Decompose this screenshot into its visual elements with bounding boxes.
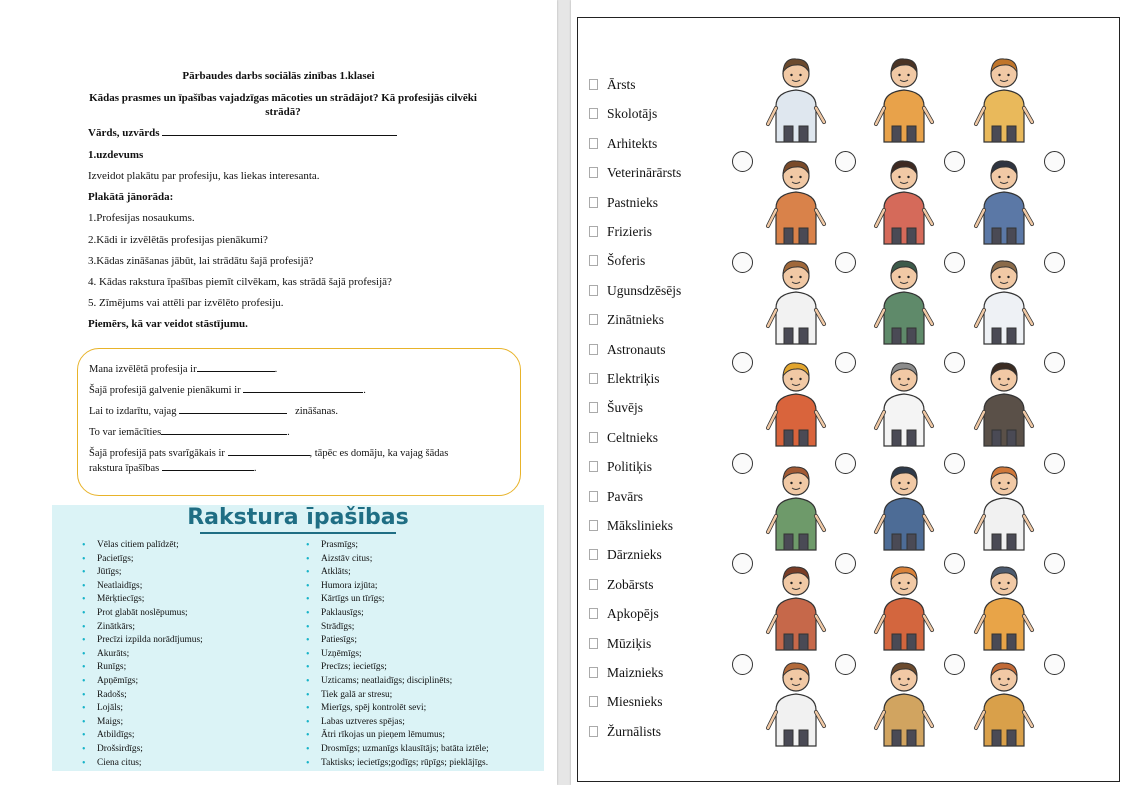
tv-illustration [862,250,946,346]
story-line [89,383,366,396]
trait-text: Taktisks; iecietīgs;godīgs; rūpīgs; pieklājīgs. [321,757,489,768]
trait-item [82,648,203,662]
trait-item [306,661,489,675]
profession-item[interactable] [589,694,663,714]
story-text: . [363,385,366,396]
bullet-icon: • [82,540,86,551]
trait-item [82,743,203,757]
teacher-illustration [862,48,946,144]
bullet-icon: • [306,716,310,728]
blank-field[interactable] [197,362,275,372]
profession-label: Mūziķis [607,635,652,651]
trait-text: Precīzi izpilda norādījumus; [97,635,203,646]
trait-item [82,539,203,553]
checkbox-icon[interactable] [589,285,598,296]
trait-item [82,661,203,675]
journalist-illustration [962,652,1046,748]
checkbox-icon[interactable] [589,79,598,90]
trait-item [306,607,489,621]
worksheet-page [0,0,557,785]
profession-label: Zinātnieks [607,312,664,328]
trait-item [306,702,489,716]
professions-page [571,0,1125,785]
bullet-icon: • [82,662,86,674]
checkbox-icon[interactable] [589,608,598,619]
blank-field[interactable] [162,461,254,471]
page-subtitle: Kādas prasmes un īpašības vajadzīgas mācoties un strādājot? Kā profesijās cilvēki strādā? [89,92,477,118]
trait-item [82,553,203,567]
trait-item [82,702,203,716]
trait-text: Ātri rīkojas un pieņem lēmumus; [321,730,445,741]
bullet-icon: • [82,743,86,755]
checkbox-icon[interactable] [589,255,598,266]
bullet-icon: • [306,567,310,579]
answer-circle[interactable] [835,151,856,172]
trait-text: Prot glabāt noslēpumus; [97,607,188,618]
bullet-icon: • [82,703,86,715]
bullet-icon: • [306,621,310,633]
profession-label: Šuvējs [607,400,644,416]
trait-text: Precīzs; iecietīgs; [321,662,387,673]
checkbox-icon[interactable] [589,167,598,178]
traits-list-left [82,539,203,770]
trait-item [306,539,489,553]
trait-text: Atbildīgs; [97,730,135,741]
trait-item [82,757,203,771]
traits-list-right [306,539,489,770]
checkbox-icon[interactable] [589,461,598,472]
trait-text: Tiek galā ar stresu; [321,689,393,700]
cook-illustration [962,456,1046,552]
butcher-illustration [862,652,946,748]
checkbox-icon[interactable] [589,226,598,237]
story-text: . [274,364,278,375]
answer-circle[interactable] [835,654,856,675]
checkbox-icon[interactable] [589,402,598,413]
florist-illustration [754,556,838,652]
trait-item [82,675,203,689]
trait-text: Mierīgs, spēj kontrolēt sevi; [321,703,427,714]
trait-text: Aizstāv citus; [321,553,373,564]
trait-text: Kārtīgs un tīrīgs; [321,594,385,605]
profession-label: Frizieris [607,224,652,239]
answer-circle[interactable] [1044,252,1065,273]
trait-item [306,729,489,743]
profession-item[interactable] [589,606,659,626]
profession-label: Ugunsdzēsējs [607,282,682,298]
trait-text: Pacietīgs; [97,553,134,564]
trait-item [82,716,203,730]
profession-label: Celtnieks [607,429,658,445]
trait-item [306,689,489,703]
profession-label: Mākslinieks [607,518,673,533]
blank-field[interactable] [243,383,363,393]
question-item: 5. Zīmējums vai attēli par izvēlēto profesiju. [88,297,284,309]
trait-text: Prasmīgs; [321,540,358,550]
trait-text: Mērķtiecīgs; [97,594,145,605]
bullet-icon: • [82,553,86,565]
checkbox-icon[interactable] [589,197,598,208]
trait-item [306,621,489,635]
drummer-illustration [862,556,946,652]
question-item: 2.Kādi ir izvēlētās profesijas pienākumi? [88,234,268,246]
bullet-icon: • [82,567,86,579]
profession-item[interactable] [589,224,652,244]
profession-item[interactable] [589,400,643,420]
trait-text: Humora izjūta; [321,580,378,591]
trait-text: Uzticams; neatlaidīgs; disciplinēts; [321,675,453,686]
task-heading: 1.uzdevums [88,149,144,161]
checkbox-icon[interactable] [589,579,598,590]
bullet-icon: • [306,607,310,619]
story-text: Šajā profesijā pats svarīgākais ir [89,448,228,459]
profession-label: Arhitekts [607,135,658,151]
bullet-icon: • [306,580,310,592]
trait-text: Labas uztveres spējas; [321,716,405,727]
bullet-icon: • [82,635,86,647]
trait-text: Akurāts; [97,648,130,659]
answer-circle[interactable] [835,453,856,474]
answer-circle[interactable] [1044,453,1065,474]
checkbox-icon[interactable] [589,638,598,649]
story-text: To var iemācīties [89,427,162,438]
bullet-icon: • [82,594,86,606]
trait-item [306,675,489,689]
profession-item[interactable] [589,253,645,273]
blank-field[interactable] [161,425,287,435]
profession-item[interactable] [589,342,666,362]
chef-lab-illustration [862,352,946,448]
story-text: . [287,427,290,438]
profession-item[interactable] [589,371,660,391]
blank-field[interactable] [228,446,310,456]
bullet-icon: • [306,689,310,701]
checkbox-icon[interactable] [589,667,598,678]
profession-label: Šoferis [607,253,646,269]
trait-text: Runīgs; [97,662,127,673]
trait-item [306,593,489,607]
checkbox-icon[interactable] [589,373,598,384]
trait-item [82,634,203,648]
vet-illustration [862,150,946,246]
story-template-box [77,348,521,496]
page-title: Pārbaudes darbs sociālās zinības 1.klasei [182,70,375,82]
profession-label: Pastnieks [607,194,659,210]
checkbox-icon[interactable] [589,491,598,502]
checkbox-icon[interactable] [589,696,598,707]
trait-text: Atklāts; [321,567,351,578]
firefighter-illustration [754,352,838,448]
bullet-icon: • [82,689,86,701]
profession-item[interactable] [589,518,673,538]
answer-circle[interactable] [1044,654,1065,675]
profession-item[interactable] [589,665,663,685]
checkbox-icon[interactable] [589,432,598,443]
profession-item[interactable] [589,283,681,303]
story-line [89,461,257,474]
profession-item[interactable] [589,547,662,567]
bullet-icon: • [306,703,310,715]
baker-illustration [754,652,838,748]
profession-label: Žurnālists [607,723,661,739]
trait-text: Drosmīgs; uzmanīgs klausītājs; batāta iztēle; [321,743,489,754]
bullet-icon: • [306,730,310,742]
profession-item[interactable] [589,577,654,597]
profession-item[interactable] [589,136,657,156]
answer-circle[interactable] [1044,151,1065,172]
profession-item[interactable] [589,636,651,656]
bullet-icon: • [306,662,310,674]
profession-label: Skolotājs [607,106,658,122]
scientist-illustration [962,250,1046,346]
profession-label: Ārsts [607,77,636,92]
checkbox-icon[interactable] [589,520,598,531]
checkbox-icon[interactable] [589,138,598,149]
checkbox-icon[interactable] [589,108,598,119]
profession-item[interactable] [589,195,658,215]
profession-label: Apkopējs [607,606,659,622]
story-line [89,404,338,417]
trait-text: Jūtīgs; [97,567,122,578]
traits-title: Rakstura īpašības [187,505,409,530]
story-text: Šajā profesijā galvenie pienākumi ir [89,385,244,396]
checkbox-icon[interactable] [589,314,598,325]
trait-text: Vēlas citiem palīdzēt; [97,540,179,550]
profession-label: Astronauts [607,341,666,357]
story-text: Mana izvēlētā profesija ir [89,364,197,375]
answer-circle[interactable] [732,654,753,675]
bullet-icon: • [306,757,310,769]
task-text: Izveidot plakātu par profesiju, kas liekas interesanta. [88,170,320,182]
checkbox-icon[interactable] [589,344,598,355]
profession-label: Politiķis [607,459,653,475]
profession-item[interactable] [589,489,643,509]
profession-item[interactable] [589,77,636,97]
bullet-icon: • [306,553,310,565]
trait-text: Uzņēmīgs; [321,648,362,659]
electrician-illustration [862,456,946,552]
gardener-illustration [754,456,838,552]
trait-text: Patiesīgs; [321,635,357,646]
question-item: 1.Profesijas nosaukums. [88,212,195,224]
story-text: rakstura īpašības [89,463,162,474]
blank-field[interactable] [179,404,287,414]
astronaut-illustration [962,556,1046,652]
story-text: . [253,463,257,474]
trait-item [306,743,489,757]
profession-label: Elektriķis [607,371,660,386]
trait-text: Zinātkārs; [97,621,136,632]
trait-text: Radošs; [97,689,127,700]
name-field[interactable] [162,126,397,136]
trait-item [82,607,203,621]
traits-panel [52,505,544,771]
trait-text: Paklausīgs; [321,607,364,618]
poster-heading: Plakātā jānorāda: [88,191,174,203]
answer-circle[interactable] [732,151,753,172]
trait-item [306,580,489,594]
checkbox-icon[interactable] [589,549,598,560]
checkbox-icon[interactable] [589,726,598,737]
bullet-icon: • [82,757,86,769]
name-line [88,126,397,139]
trait-item [306,648,489,662]
answer-circle[interactable] [732,453,753,474]
bullet-icon: • [82,621,86,633]
profession-label: Miesnieks [607,694,663,710]
story-text: zināšanas. [295,406,338,417]
trait-item [82,729,203,743]
bullet-icon: • [82,648,86,660]
profession-item[interactable] [589,459,652,479]
bullet-icon: • [82,675,86,687]
profession-label: Pavārs [607,488,643,504]
builder-illustration [962,48,1046,144]
trait-text: Ciena citus; [97,757,142,768]
question-item: 3.Kādas zināšanas jābūt, lai strādātu šajā profesijā? [88,255,314,267]
trait-item [82,566,203,580]
trait-item [306,634,489,648]
question-item: 4. Kādas rakstura īpašības piemīt cilvēkam, kas strādā šajā profesijā? [88,276,392,288]
name-label: Vārds, uzvārds [88,127,160,139]
trait-item [82,580,203,594]
trait-item [306,566,489,580]
profession-item[interactable] [589,106,657,126]
profession-item[interactable] [589,724,661,744]
bullet-icon: • [306,675,310,687]
bullet-icon: • [306,635,310,647]
police-illustration [962,150,1046,246]
trait-item [82,621,203,635]
trait-item [82,593,203,607]
trait-text: Neatlaidīgs; [97,580,143,591]
profession-label: Maiznieks [607,665,664,680]
trait-text: Drošsirdīgs; [97,743,143,754]
story-line [89,425,290,438]
trait-item [306,757,489,771]
answer-circle[interactable] [732,252,753,273]
trait-item [82,689,203,703]
bullet-icon: • [82,730,86,742]
answer-circle[interactable] [835,252,856,273]
nurse-illustration [754,250,838,346]
trait-text: Maigs; [97,716,124,727]
bullet-icon: • [82,607,86,619]
trait-item [306,553,489,567]
profession-label: Zobārsts [607,576,654,592]
bullet-icon: • [306,648,310,660]
bullet-icon: • [82,580,86,592]
profession-item[interactable] [589,165,681,185]
trait-text: Strādīgs; [321,621,355,632]
bullet-icon: • [306,540,310,551]
profession-item[interactable] [589,430,658,450]
doctor-illustration [754,48,838,144]
bullet-icon: • [306,594,310,606]
bullet-icon: • [306,743,310,755]
title-underline [200,532,396,534]
profession-label: Veterinārārsts [607,165,682,181]
politician-illustration [962,352,1046,448]
profession-label: Dārznieks [607,547,662,563]
trait-text: Apņēmīgs; [97,675,139,686]
postman-illustration [754,150,838,246]
story-text: , tāpēc es domāju, ka vajag šādas [309,448,449,459]
story-text: Lai to izdarītu, vajag [89,406,180,417]
profession-item[interactable] [589,312,664,332]
story-line [89,362,277,375]
story-line [89,446,448,459]
example-heading: Piemērs, kā var veidot stāstījumu. [88,318,248,330]
trait-text: Lojāls; [97,703,124,714]
bullet-icon: • [82,716,86,728]
trait-item [306,716,489,730]
